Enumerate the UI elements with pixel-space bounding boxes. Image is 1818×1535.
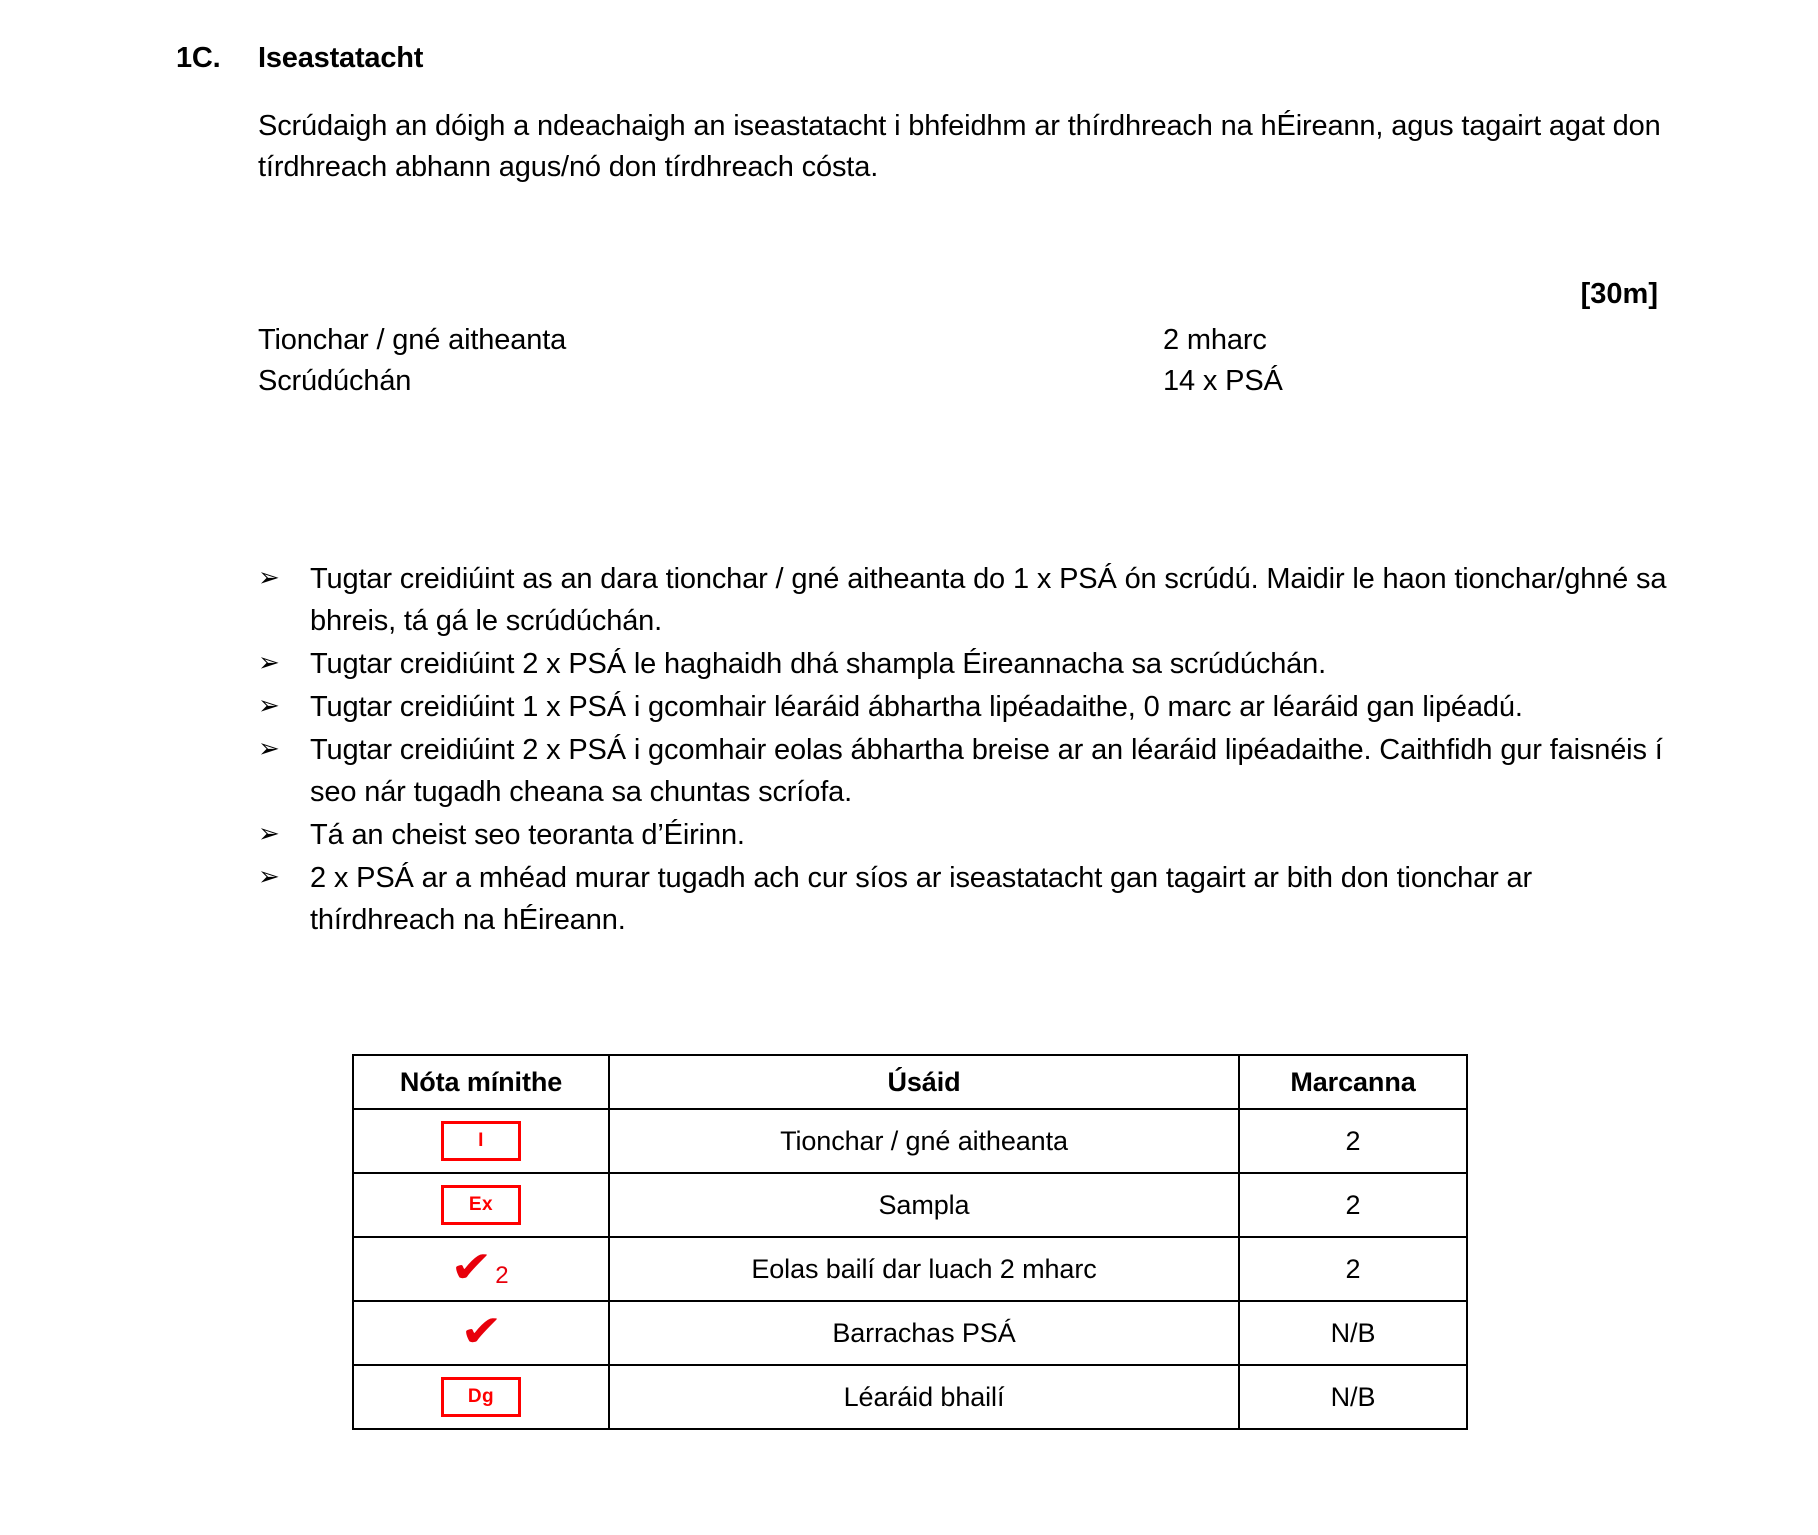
marks-label: Tionchar / gné aitheanta [258,324,567,356]
marks-row [258,361,1358,402]
list-item-text: Tá an cheist seo teoranta d’Éirinn. [310,819,745,852]
list-item [258,814,1678,856]
annotation-marks-cell: 2 [1239,1173,1467,1237]
annotation-symbol-cell [353,1301,609,1365]
checkmark-icon: ✔ [450,1241,494,1293]
table-row [353,1237,1467,1301]
arrowhead-bullet-icon: ➢ [258,648,280,679]
section-heading [176,42,423,75]
arrowhead-bullet-icon: ➢ [258,691,280,722]
annotation-symbol-cell [353,1237,609,1301]
arrowhead-bullet-icon: ➢ [258,563,280,593]
list-item-text: Tugtar creidiúint as an dara tionchar / gné aitheanta do 1 x PSÁ ón scrúdú. Maidir le haon tionchar/ghné sa bhreis, tá gá le scrúdúchán. [310,563,1667,638]
list-item [258,729,1678,813]
annotation-use-cell: Léaráid bhailí [609,1365,1239,1429]
annotation-use-cell: Barrachas PSÁ [609,1301,1239,1365]
list-item-text: Tugtar creidiúint 2 x PSÁ le haghaidh dhá shampla Éireannacha sa scrúdúchán. [310,648,1327,681]
boxed-i-icon: I [441,1121,521,1161]
table-row [353,1365,1467,1429]
question-prompt: Scrúdaigh an dóigh a ndeachaigh an iseastatacht i bhfeidhm ar thírdhreach na hÉireann, agus tagairt agat don tírdhreach abhann agus/nó don tírdhreach cósta. [258,110,1661,184]
annotation-marks-cell: 2 [1239,1237,1467,1301]
list-item-text: Tugtar creidiúint 1 x PSÁ i gcomhair léaráid ábhartha lipéadaithe, 0 marc ar léaráid gan lipéadú. [310,691,1523,724]
annotation-key-table [352,1054,1468,1430]
annotation-marks-cell: N/B [1239,1301,1467,1365]
list-item [258,558,1678,642]
table-header-row [353,1055,1467,1109]
boxed-ex-icon: Ex [441,1185,521,1225]
table-row [353,1173,1467,1237]
annotation-use-cell: Eolas bailí dar luach 2 mharc [609,1237,1239,1301]
arrowhead-bullet-icon: ➢ [258,862,280,893]
table-row [353,1109,1467,1173]
section-title: Iseastatacht [258,42,424,74]
marks-label: Scrúdúchán [258,365,412,398]
checkmark-count-label: 2 [495,1261,509,1289]
column-header-marks: Marcanna [1239,1055,1467,1109]
annotation-marks-cell: N/B [1239,1365,1467,1429]
arrowhead-bullet-icon: ➢ [258,734,280,765]
column-header-use: Úsáid [609,1055,1239,1109]
annotation-symbol-cell [353,1365,609,1429]
checkmark-plain [459,1305,503,1357]
marks-row [258,320,1358,361]
marks-breakdown [258,320,1358,402]
section-number: 1C. [176,42,221,74]
marks-value: 14 x PSÁ [1163,365,1283,398]
list-item-text: Tugtar creidiúint 2 x PSÁ i gcomhair eolas ábhartha breise ar an léaráid lipéadaithe. Caithfidh gur faisnéis í seo nár tugadh cheana sa chuntas scríofa. [310,734,1663,809]
total-marks-badge: [30m] [1580,278,1658,310]
annotation-marks-cell: 2 [1239,1109,1467,1173]
boxed-dg-icon: Dg [441,1377,521,1417]
list-item [258,857,1678,941]
list-item [258,643,1678,685]
list-item-text: 2 x PSÁ ar a mhéad murar tugadh ach cur síos ar iseastatacht gan tagairt ar bith don tionchar ar thírdhreach na hÉireann. [310,862,1532,937]
column-header-note: Nóta mínithe [353,1055,609,1109]
annotation-use-cell: Sampla [609,1173,1239,1237]
annotation-symbol-cell [353,1109,609,1173]
checkmark-icon: ✔ [459,1305,503,1357]
arrowhead-bullet-icon: ➢ [258,819,280,850]
marks-value: 2 mharc [1163,324,1267,356]
annotation-symbol-cell [353,1173,609,1237]
list-item [258,686,1678,728]
checkmark-with-count [450,1241,509,1293]
table-row [353,1301,1467,1365]
annotation-use-cell: Tionchar / gné aitheanta [609,1109,1239,1173]
marking-guidelines-list [258,558,1678,942]
